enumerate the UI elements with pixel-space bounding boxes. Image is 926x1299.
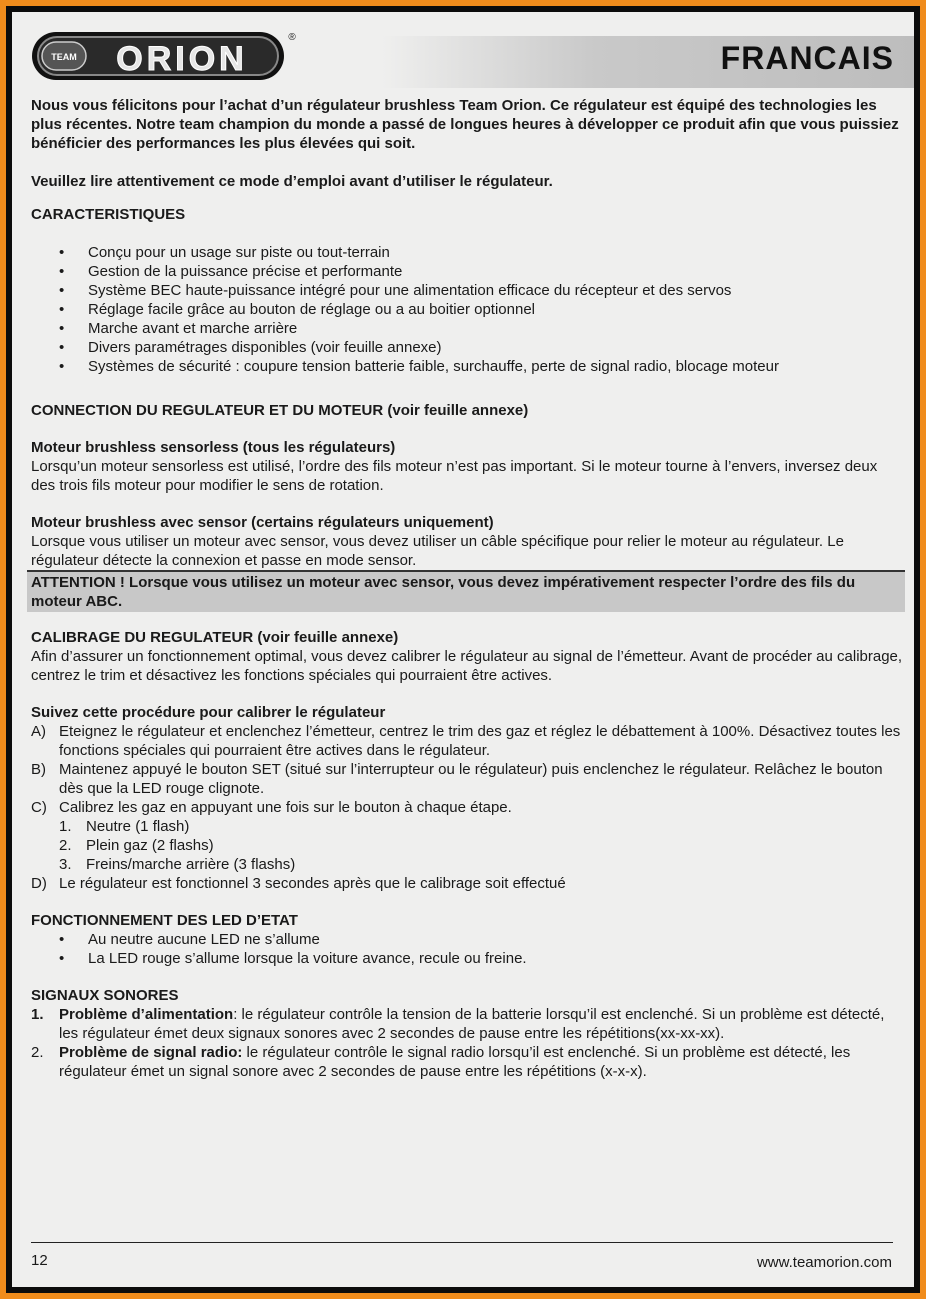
- list-item: [59, 817, 903, 836]
- list-item: [31, 1005, 903, 1043]
- page-number: 12: [31, 1252, 48, 1269]
- step-marker: D): [31, 875, 47, 892]
- list-item: • Conçu pour un usage sur piste ou tout-terrain: [59, 243, 903, 262]
- step-text: Eteignez le régulateur et enclenchez l’émetteur, centrez le trim des gaz et réglez le débattement à 100%. Désactivez toutes les fonctions spéciales qui pourraient être actives dans le régulateur.: [59, 723, 901, 759]
- step-marker: C): [31, 799, 47, 816]
- step-text: Maintenez appuyé le bouton SET (situé sur l’interrupteur ou le régulateur) puis enclenchez le régulateur. Relâchez le bouton dès que la LED rouge clignote.: [59, 761, 883, 797]
- signal-text: le régulateur contrôle le signal radio lorsqu’il est enclenché. Si un problème est détecté, les régulateur émet un signal sonore avec 2 secondes de pause entre les répétitions (x-x-x).: [59, 1044, 851, 1080]
- connection-heading: CONNECTION DU REGULATEUR ET DU MOTEUR (voir feuille annexe): [31, 402, 529, 419]
- substep-text: Plein gaz (2 flashs): [86, 837, 214, 854]
- list-item: • Réglage facile grâce au bouton de réglage ou a au boitier optionnel: [59, 300, 903, 319]
- substep-marker: 3.: [59, 856, 72, 873]
- sensor-subheading: Moteur brushless avec sensor (certains régulateurs uniquement): [31, 514, 494, 531]
- step-text: Le régulateur est fonctionnel 3 secondes après que le calibrage soit effectué: [59, 875, 566, 892]
- list-item: • Divers paramétrages disponibles (voir feuille annexe): [59, 338, 903, 357]
- calibration-heading: CALIBRAGE DU REGULATEUR (voir feuille annexe): [31, 629, 399, 646]
- calibration-final-step: [31, 874, 903, 893]
- list-item: • Systèmes de sécurité : coupure tension batterie faible, surchauffe, perte de signal radio, blocage moteur: [59, 357, 903, 376]
- logo-team-text: TEAM: [51, 52, 77, 62]
- logo-registered-mark: ®: [288, 32, 296, 43]
- signal-label: Problème de signal radio:: [59, 1044, 243, 1061]
- read-instructions-paragraph: Veuillez lire attentivement ce mode d’emploi avant d’utiliser le régulateur.: [31, 173, 553, 190]
- list-item: [31, 1043, 903, 1081]
- substep-text: Neutre (1 flash): [86, 818, 190, 835]
- list-item: [31, 760, 903, 798]
- signal-label: Problème d’alimentation: [59, 1006, 234, 1023]
- sensor-text: Lorsque vous utiliser un moteur avec sensor, vous devez utiliser un câble spécifique pour relier le moteur au régulateur. Le régulateur détecte la connexion et passe en mode sensor.: [31, 533, 844, 569]
- step-text: Calibrez les gaz en appuyant une fois sur le bouton à chaque étape.: [59, 799, 512, 816]
- logo-brand-text: ORION: [116, 40, 248, 78]
- manual-page: [12, 12, 914, 1287]
- list-item: [31, 798, 903, 817]
- calibration-text: Afin d’assurer un fonctionnement optimal, vous devez calibrer le régulateur au signal de l’émetteur. Avant de procéder au calibrage, centrez le trim et désactivez les fonctions spéciales qui pourraient être actives.: [31, 648, 903, 684]
- substep-marker: 1.: [59, 818, 72, 835]
- step-marker: A): [31, 723, 46, 740]
- led-heading: FONCTIONNEMENT DES LED D’ETAT: [31, 912, 298, 929]
- attention-notice: ATTENTION ! Lorsque vous utilisez un moteur avec sensor, vous devez impérativement respecter l’ordre des fils du moteur ABC.: [27, 570, 905, 612]
- list-item: • Au neutre aucune LED ne s’allume: [59, 930, 903, 949]
- sounds-list: [31, 1005, 903, 1081]
- language-title: FRANCAIS: [720, 40, 894, 76]
- footer-divider: [31, 1242, 893, 1243]
- list-item: [31, 874, 903, 893]
- team-orion-logo: [30, 26, 298, 86]
- substep-marker: 2.: [59, 837, 72, 854]
- intro-paragraph: Nous vous félicitons pour l’achat d’un régulateur brushless Team Orion. Ce régulateur est équipé des technologies les plus récentes. Notre team champion du monde a passé de longues heures à développer ce produit afin que vous puissiez bénéficier des performances les plus élevées qui soit.: [31, 97, 899, 152]
- list-item: • Marche avant et marche arrière: [59, 319, 903, 338]
- sensorless-subheading: Moteur brushless sensorless (tous les régulateurs): [31, 439, 396, 456]
- led-list: [31, 930, 903, 968]
- list-item: [59, 836, 903, 855]
- features-heading: CARACTERISTIQUES: [31, 206, 186, 223]
- signal-marker: 1.: [31, 1006, 44, 1023]
- step-marker: B): [31, 761, 46, 778]
- list-item: • Système BEC haute-puissance intégré pour une alimentation efficace du récepteur et des servos: [59, 281, 903, 300]
- substep-text: Freins/marche arrière (3 flashs): [86, 856, 296, 873]
- website-url: www.teamorion.com: [756, 1254, 892, 1271]
- list-item: • Gestion de la puissance précise et performante: [59, 262, 903, 281]
- main-content: [31, 96, 903, 1081]
- calibration-steps: [31, 722, 903, 817]
- signal-marker: 2.: [31, 1044, 44, 1061]
- list-item: • La LED rouge s’allume lorsque la voiture avance, recule ou freine.: [59, 949, 903, 968]
- signal-text: : le régulateur contrôle la tension de la batterie lorsqu’il est enclenché. Si un problème est détecté, les régulateur émet deux signaux sonores avec 2 secondes de pause entre les répétitions(xx-xx-xx).: [59, 1006, 885, 1042]
- list-item: [59, 855, 903, 874]
- sounds-heading: SIGNAUX SONORES: [31, 987, 179, 1004]
- procedure-subheading: Suivez cette procédure pour calibrer le régulateur: [31, 704, 386, 721]
- sensorless-text: Lorsqu’un moteur sensorless est utilisé, l’ordre des fils moteur n’est pas important. Si le moteur tourne à l’envers, inversez deux des trois fils moteur pour modifier le sens de rotation.: [31, 458, 878, 494]
- list-item: [31, 722, 903, 760]
- features-list: [31, 243, 903, 376]
- calibration-substeps: [31, 817, 903, 874]
